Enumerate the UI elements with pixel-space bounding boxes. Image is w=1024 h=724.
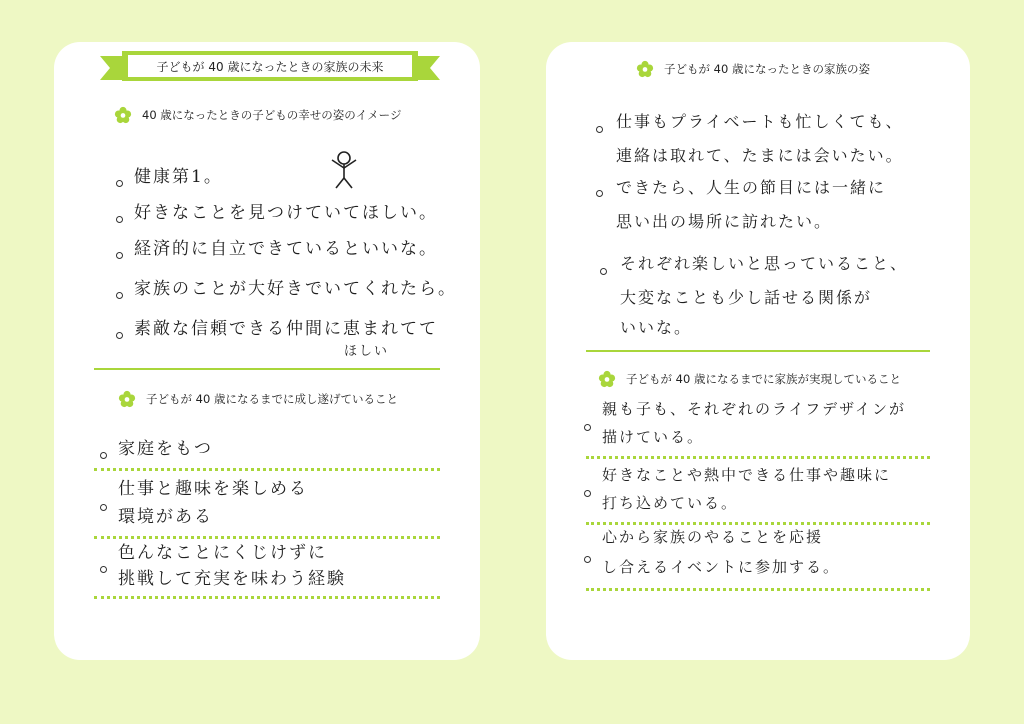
list-item: 色んなことにくじけずに [118,543,327,563]
dotted-separator [94,468,440,471]
list-item: できたら、人生の節目には一緒に [616,178,887,197]
section-heading [636,60,870,78]
list-item: 家庭をもつ [118,439,213,459]
flower-icon [636,60,654,78]
list-item-continuation: 連絡は取れて、たまには会いたい。 [616,146,904,165]
list-item: 好きなことや熱中できる仕事や趣味に [602,466,892,484]
heading-text: 子どもが 40 歳になるまでに家族が実現していること [626,372,901,386]
list-item-continuation: ほしい [344,344,390,359]
dotted-separator [94,536,440,539]
dotted-separator [586,522,930,525]
bullet-dot [596,190,603,197]
section-heading [114,106,401,124]
list-item-continuation: 環境がある [118,507,213,527]
dotted-separator [94,596,440,599]
flower-icon [118,390,136,408]
bullet-dot [116,332,123,339]
list-item: 心から家族のやることを応援 [602,528,824,546]
stick-figure-doodle [326,150,362,190]
left-card [54,42,480,660]
bullet-dot [100,566,107,573]
bullet-dot [116,216,123,223]
bullet-dot [116,252,123,259]
bullet-dot [100,504,107,511]
right-card [546,42,970,660]
section-divider [94,368,440,370]
bullet-dot [116,180,123,187]
list-item: 仕事と趣味を楽しめる [118,479,308,499]
bullet-dot [584,424,591,431]
list-item: 家族のことが大好きでいてくれたら。 [134,279,457,299]
bullet-dot [596,126,603,133]
bullet-dot [600,268,607,275]
dotted-separator [586,588,930,591]
list-item: それぞれ楽しいと思っていること、 [620,254,909,273]
bullet-dot [116,292,123,299]
list-item-continuation: いいな。 [620,318,693,337]
heading-text: 子どもが 40 歳になったときの家族の姿 [664,62,870,76]
bullet-dot [584,490,591,497]
section-divider [586,350,930,352]
section-heading [598,370,901,388]
bullet-dot [100,452,107,459]
dotted-separator [586,456,930,459]
bullet-dot [584,556,591,563]
section-heading [118,390,398,408]
list-item-continuation: 大変なことも少し話せる関係が [620,288,873,307]
list-item: 素敵な信頼できる仲間に恵まれてて [134,319,438,339]
list-item-continuation: し合えるイベントに参加する。 [602,558,841,576]
list-item: 健康第1。 [134,167,223,187]
list-item: 親も子も、それぞれのライフデザインが [602,400,907,418]
list-item-continuation: 挑戦して充実を味わう経験 [118,569,346,589]
flower-icon [598,370,616,388]
heading-text: 子どもが 40 歳になるまでに成し遂げていること [146,392,398,406]
title-banner [100,50,440,84]
list-item-continuation: 思い出の場所に訪れたい。 [616,212,833,231]
list-item: 経済的に自立できているといいな。 [134,239,438,259]
heading-text: 40 歳になったときの子どもの幸せの姿のイメージ [142,108,402,122]
list-item-continuation: 打ち込めている。 [602,494,739,512]
flower-icon [114,106,132,124]
banner-title: 子どもが 40 歳になったときの家族の未来 [156,60,384,74]
list-item: 好きなことを見つけていてほしい。 [134,203,438,223]
list-item-continuation: 描けている。 [602,428,705,446]
list-item: 仕事もプライベートも忙しくても、 [616,112,904,131]
